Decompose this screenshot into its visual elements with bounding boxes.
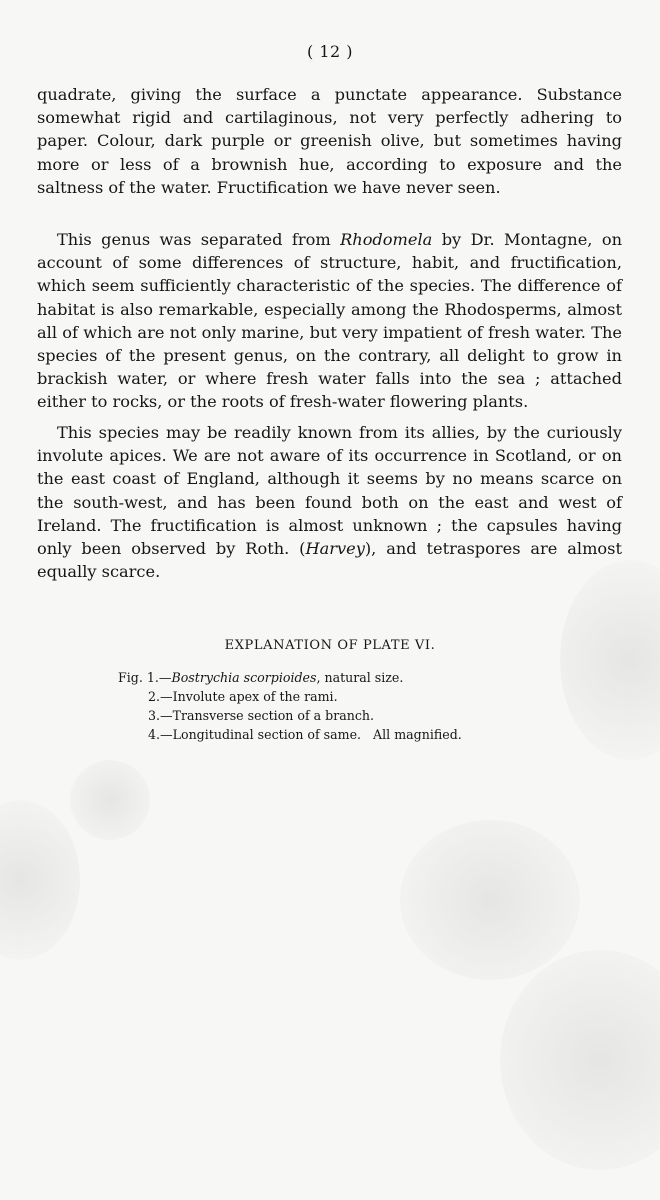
page-number: ( 12 ) [306, 42, 353, 61]
paragraph-description: quadrate, giving the surface a punctate appearance. Substance somewhat rigid and cartilaginous, not very perfectly adhering to paper. Colour, dark purple or greenish olive, but sometimes having more or less of a brownish hue, according to exposure and the saltness of the water. Fructification we have never seen. [37, 85, 622, 197]
paragraph-species [37, 421, 622, 583]
figure-caption: , natural size. [316, 670, 404, 685]
figure-item [118, 687, 538, 706]
figure-caption: Longitudinal section of same. All magnified. [172, 727, 462, 742]
paragraph-genus-text-start: This genus was separated from [57, 230, 341, 249]
figure-list [118, 668, 538, 744]
figure-item [118, 725, 538, 744]
figure-number: 3.— [148, 708, 173, 723]
figure-caption: Transverse section of a branch. [172, 708, 375, 723]
genus-name-rhodomela: Rhodomela [340, 230, 433, 249]
figure-number: 2.— [148, 689, 173, 704]
plate-explanation-title: EXPLANATION OF PLATE VI. [224, 638, 436, 653]
paragraph-species-text-end: ), and tetraspores are almost equally scarce. [37, 539, 622, 582]
paper-stain [500, 950, 660, 1170]
paper-stain [0, 800, 80, 960]
paper-stain [400, 820, 580, 980]
paragraph-genus [37, 228, 622, 414]
figure-caption: Involute apex of the rami. [172, 689, 338, 704]
figure-item [118, 706, 538, 725]
figure-species-name: Bostrychia scorpioides [171, 670, 317, 685]
figure-number: Fig. 1.— [118, 670, 172, 685]
paper-stain [560, 560, 660, 760]
authority-harvey: Harvey [305, 539, 365, 559]
paragraph-genus-text-end: by Dr. Montagne, on account of some differences of structure, habit, and fructification, which seem sufficiently characteristic of the species. The difference of habitat is also remarkable, especially among the Rhodosperms, almost all of which are not only marine, but very impatient of fresh water. The species of the present genus, on the contrary, all delight to grow in brackish water, or where fresh water falls into the sea ; attached either to rocks, or the roots of fresh-water flowering plants. [37, 230, 622, 412]
figure-number: 4.— [148, 727, 173, 742]
figure-item [118, 668, 538, 687]
paragraph-species-text-start: This species may be readily known from its allies, by the curiously involute apices. We are not aware of its occurrence in Scotland, or on the east coast of England, although it seems by no means scarce on the south-west, and has been found both on the east and west of Ireland. The fructification is almost unknown ; the capsules having only been observed by Roth. ( [37, 423, 622, 559]
paper-stain [70, 760, 150, 840]
